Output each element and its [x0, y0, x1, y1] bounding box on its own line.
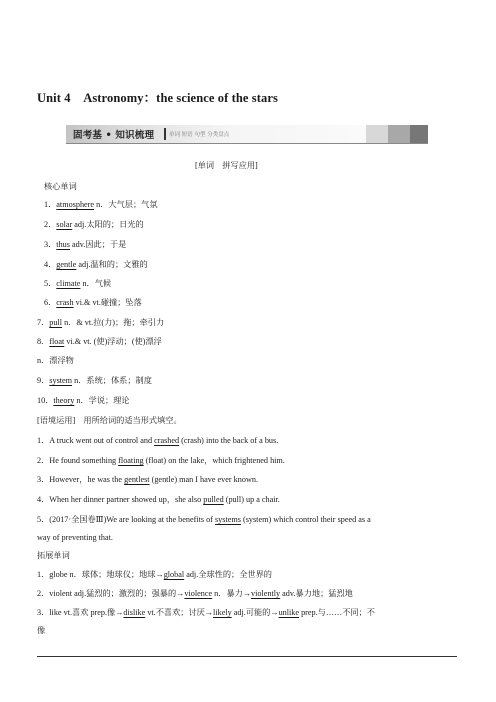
core-item: 6．crash vi.& vt.碰撞；坠落: [44, 298, 142, 307]
answer-word: system: [49, 376, 73, 385]
answer-word: violently: [251, 589, 281, 598]
core-item: 8．float vi.& vt. (使)浮动；(使)漂浮: [37, 337, 162, 346]
answer-word: systems: [215, 515, 241, 524]
answer-word: pulled: [203, 495, 224, 504]
answer-word: crash: [56, 298, 74, 307]
banner-divider: [164, 128, 166, 140]
answer-word: pull: [49, 318, 63, 327]
practice-item: 4．When her dinner partner showed up，she also pulled (pull) up a chair.: [37, 495, 280, 504]
practice-item: 1．A truck went out of control and crashed (crash) into the back of a bus.: [37, 436, 279, 445]
practice-item: 5．(2017·全国卷Ⅲ)We are looking at the benefits of systems (system) which control their speed as a: [37, 515, 371, 524]
core-heading: 核心单词: [44, 182, 77, 191]
core-item: 1．atmosphere n．大气层；气氛: [44, 200, 158, 209]
answer-word: atmosphere: [56, 200, 95, 209]
core-item: 7．pull n．& vt.拉(力)；拖；牵引力: [37, 318, 165, 327]
extension-item: 3．like vt.喜欢 prep.像→dislike vt.不喜欢；讨厌→likely adj.可能的→unlike prep.与……不同；不: [37, 608, 375, 617]
answer-word: gentlest: [124, 475, 150, 484]
answer-word: crashed: [154, 436, 180, 445]
answer-word: thus: [56, 240, 70, 249]
footer-rule: [37, 656, 457, 657]
extension-item: 1．globe n．球体；地球仪；地球→global adj.全球性的；全世界的: [37, 570, 272, 579]
answer-word: global: [163, 570, 185, 579]
answer-word: float: [49, 337, 65, 346]
core-item: 9．system n．系统；体系；制度: [37, 376, 152, 385]
core-item: 5．climate n．气候: [44, 279, 112, 288]
answer-word: floating: [118, 456, 144, 465]
banner-block: [366, 125, 388, 143]
section-header: [单词 拼写应用]: [195, 161, 258, 170]
answer-word: dislike: [123, 608, 146, 617]
banner-label: 固考基 • 知识梳理: [73, 130, 155, 141]
practice-item: 2．He found something floating (float) on the lake，which frightened him.: [37, 456, 285, 465]
core-item: 4．gentle adj.温和的；文雅的: [44, 260, 148, 269]
extension-heading: 拓展单词: [37, 551, 70, 560]
page-title: Unit 4 Astronomy：the science of the stars: [37, 91, 278, 105]
practice-item-continuation: way of preventing that.: [37, 533, 113, 542]
banner-underline: [66, 143, 428, 144]
answer-word: violence: [184, 589, 213, 598]
answer-word: unlike: [278, 608, 300, 617]
banner-block: [388, 125, 410, 143]
extension-item-continuation: 像: [37, 626, 46, 635]
core-item: 10．theory n．学说；理论: [37, 396, 130, 405]
answer-word: theory: [53, 396, 75, 405]
core-item-continuation: n．漂浮物: [37, 356, 74, 365]
core-item: 3．thus adv.因此；于是: [44, 240, 127, 249]
answer-word: solar: [56, 220, 73, 229]
banner-block: [410, 125, 428, 143]
banner-subtitle: 单词 短语 句型 分类盘点: [169, 132, 230, 138]
answer-word: likely: [213, 608, 232, 617]
practice-header: [语境运用] 用所给词的适当形式填空。: [37, 416, 182, 425]
section-banner: [66, 125, 428, 143]
practice-item: 3．However，he was the gentlest (gentle) man I have ever known.: [37, 475, 259, 484]
extension-item: 2．violent adj.猛烈的；激烈的；强暴的→violence n．暴力→violently adv.暴力地；猛烈地: [37, 589, 353, 598]
answer-word: gentle: [56, 260, 77, 269]
core-item: 2．solar adj.太阳的；日光的: [44, 220, 144, 229]
answer-word: climate: [56, 279, 81, 288]
